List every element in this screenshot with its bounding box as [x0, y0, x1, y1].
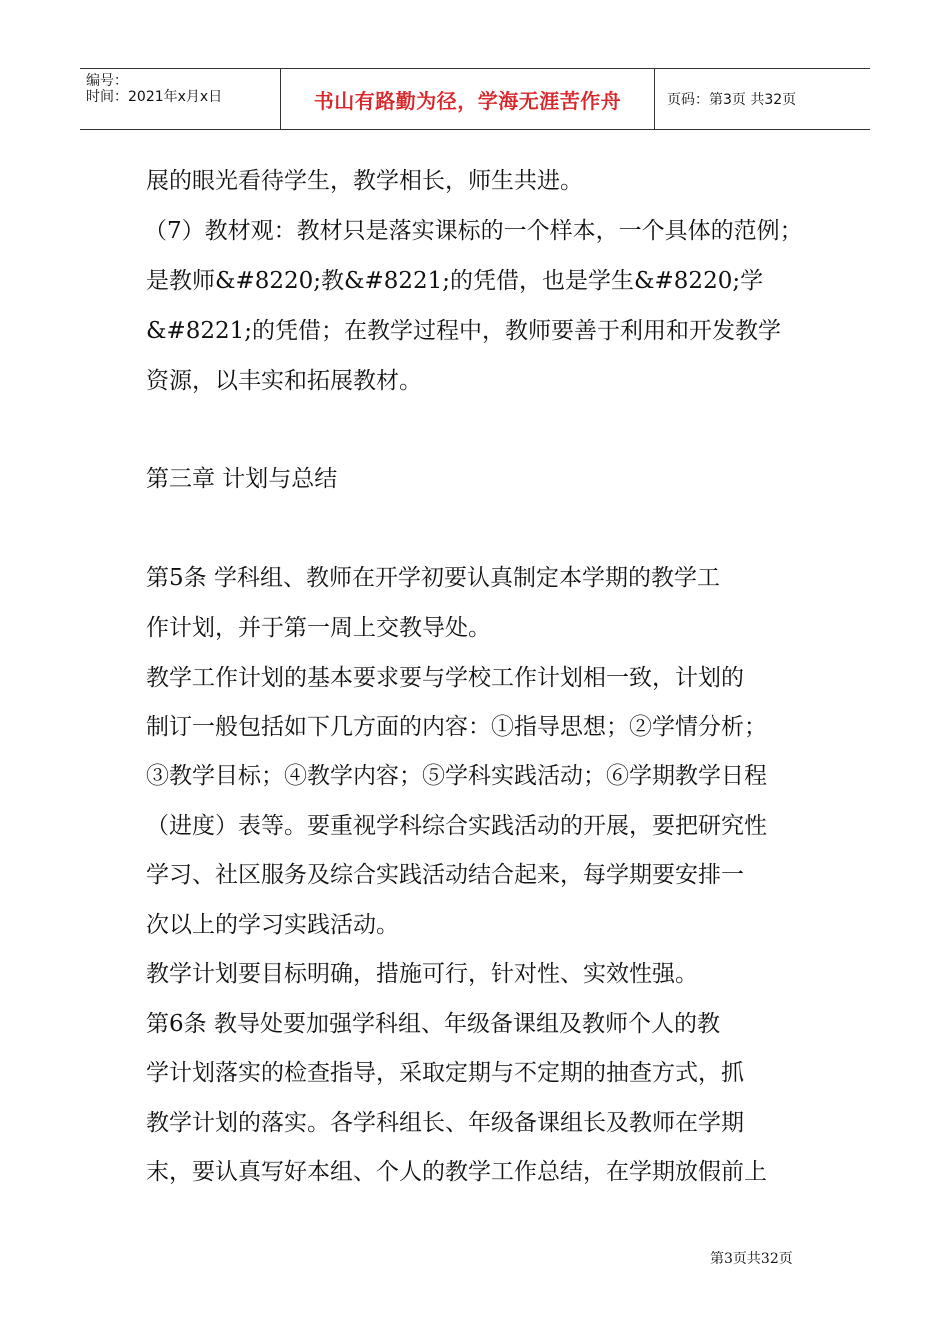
page-footer: 第3页共32页	[710, 1251, 793, 1267]
text-line: （进度）表等。要重视学科综合实践活动的开展，要把研究性	[146, 813, 767, 839]
text-line: 制订一般包括如下几方面的内容：①指导思想；②学情分析；	[146, 714, 767, 740]
text-line: 教学计划要目标明确，措施可行，针对性、实效性强。	[146, 961, 698, 987]
text-line: 是教师&#8220;教&#8221;的凭借，也是学生&#8220;学	[146, 268, 764, 294]
header-motto-cell	[280, 69, 655, 129]
header-page-cell	[655, 69, 870, 129]
text-line: 教学计划的落实。各学科组长、年级备课组长及教师在学期	[146, 1110, 744, 1136]
page-header	[80, 68, 870, 130]
text-line: ③教学目标；④教学内容；⑤学科实践活动；⑥学期教学日程	[146, 763, 767, 789]
text-line: 末，要认真写好本组、个人的教学工作总结，在学期放假前上	[146, 1159, 767, 1185]
text-line: 教学工作计划的基本要求要与学校工作计划相一致，计划的	[146, 665, 744, 691]
time-label: 时间：2021年x月x日	[86, 89, 223, 105]
text-line: 次以上的学习实践活动。	[146, 912, 399, 938]
number-label: 编号：	[86, 73, 128, 89]
text-line: 资源，以丰实和拓展教材。	[146, 368, 422, 394]
text-line: 学计划落实的检查指导，采取定期与不定期的抽查方式，抓	[146, 1060, 744, 1086]
chapter-heading: 第三章 计划与总结	[146, 466, 338, 492]
text-line: 学习、社区服务及综合实践活动结合起来，每学期要安排一	[146, 862, 744, 888]
text-line: 第5条 学科组、教师在开学初要认真制定本学期的教学工	[146, 565, 720, 591]
text-line: 展的眼光看待学生，教学相长，师生共进。	[146, 168, 583, 194]
header-meta	[80, 69, 280, 129]
text-line: 作计划，并于第一周上交教导处。	[146, 615, 491, 641]
page-code: 页码：第3页 共32页	[667, 92, 797, 108]
text-line: 第6条 教导处要加强学科组、年级备课组及教师个人的教	[146, 1011, 720, 1037]
text-line: （7）教材观：教材只是落实课标的一个样本，一个具体的范例；	[144, 218, 803, 244]
text-line: &#8221;的凭借；在教学过程中，教师要善于利用和开发教学	[146, 318, 782, 344]
motto: 书山有路勤为径，学海无涯苦作舟	[313, 88, 622, 113]
